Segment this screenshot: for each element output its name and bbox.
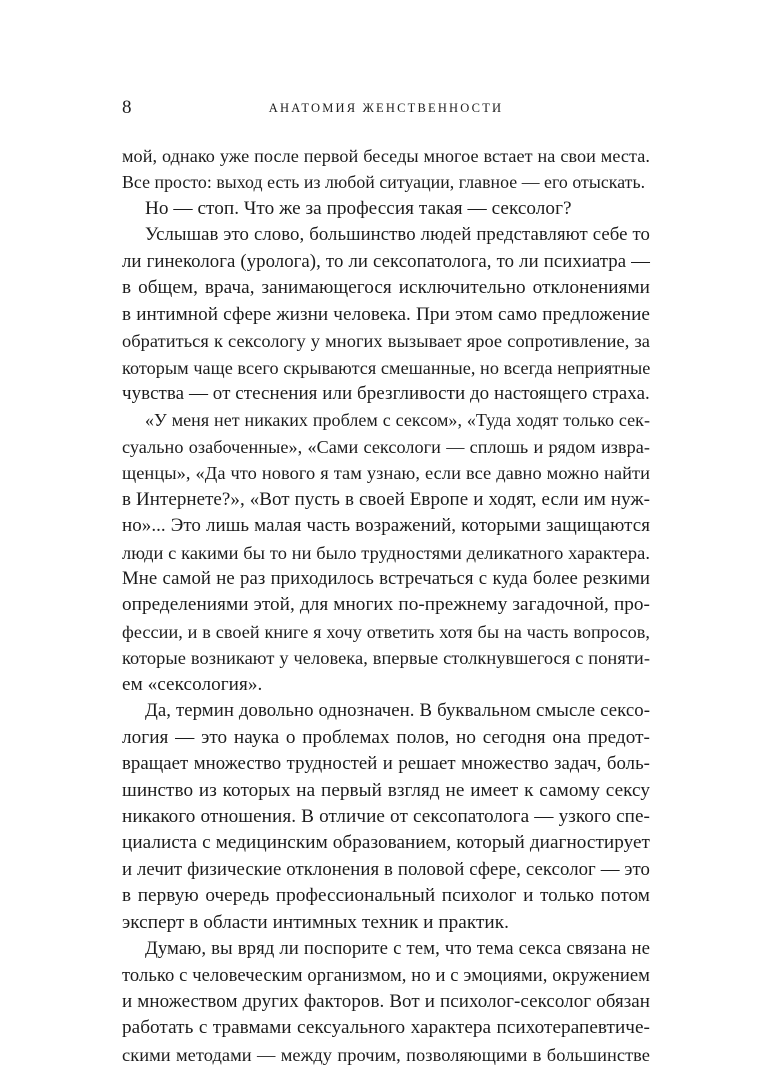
text-line: но»... Это лишь малая часть возражений, которыми защищаются [122,515,650,537]
text-line: Да, термин довольно однозначен. В буквальном смысле сексо- [145,700,650,722]
page-header [122,97,650,119]
text-line: ли гинеколога (уролога), то ли сексопатолога, то ли психиатра — [122,250,650,272]
text-line: определениями этой, для многих по-прежнему загадочной, про- [122,594,650,616]
text-line: обратиться к сексологу у многих вызывает ярое сопротивление, за [122,331,650,352]
text-line: фессии, и в своей книге я хочу ответить хотя бы на часть вопросов, [122,621,650,642]
text-line: Но — стоп. Что же за профессия такая — сексолог? [145,197,572,219]
text-line: щенцы», «Да что нового я там узнаю, если все давно можно найти [122,463,650,484]
text-line: работать с травмами сексуального характера психотерапевтиче- [122,1017,650,1039]
text-line: суально озабоченные», «Сами сексологи — сплошь и рядом извра- [122,436,650,457]
text-line: и лечит физические отклонения в половой сфере, сексолог — это [122,858,650,880]
text-line: которые возникают у человека, впервые столкнувшегося с поняти- [122,648,650,669]
text-line: логия — это наука о проблемах полов, но сегодня она предот- [122,726,650,748]
text-line: скими методами — между прочим, позволяющими в большинстве [122,1044,650,1065]
text-line: «У меня нет никаких проблем с сексом», «Туда ходят только сек- [145,410,650,431]
text-line: Мне самой не раз приходилось встречаться с куда более резкими [122,568,650,589]
text-line: в общем, врача, занимающегося исключительно отклонениями [122,277,650,299]
text-line: в Интернете?», «Вот пусть в своей Европе и ходят, если им нуж- [122,488,650,510]
text-line: в интимной сфере жизни человека. При этом само предложение [122,303,650,325]
text-line: Думаю, вы вряд ли поспорите с тем, что тема секса связана не [145,938,650,960]
text-line: вращает множество трудностей и решает множество задач, боль- [122,753,650,775]
text-line: и множеством других факторов. Вот и психолог-сексолог обязан [122,991,650,1012]
text-line: мой, однако уже после первой беседы многое встает на свои места. [122,146,650,166]
text-line: циалиста с медицинским образованием, который диагностирует [122,832,650,854]
text-line: шинство из которых на первый взгляд не имеет к самому сексу [122,779,650,801]
text-line: которым чаще всего скрываются смешанные, но всегда неприятные [122,357,651,378]
running-title: АНАТОМИЯ ЖЕНСТВЕННОСТИ [268,101,504,115]
text-line: Все просто: выход есть из любой ситуации, главное — его отыскать. [122,172,646,193]
page-number: 8 [122,97,132,118]
text-line: в первую очередь профессиональный психолог и только потом [122,885,650,907]
text-line: эксперт в области интимных техник и практик. [122,911,509,933]
text-line: только с человеческим организмом, но и с эмоциями, окружением [122,964,650,986]
body-text [122,143,650,1068]
text-line: ем «сексология». [122,673,263,695]
text-line: никакого отношения. В отличие от сексопатолога — узкого спе- [122,805,650,827]
text-line: Услышав это слово, большинство людей представляют себе то [145,224,650,246]
text-line: люди с какими бы то ни было трудностями деликатного характера. [122,542,650,563]
text-line: чувства — от стеснения или брезгливости до настоящего страха. [122,382,650,404]
